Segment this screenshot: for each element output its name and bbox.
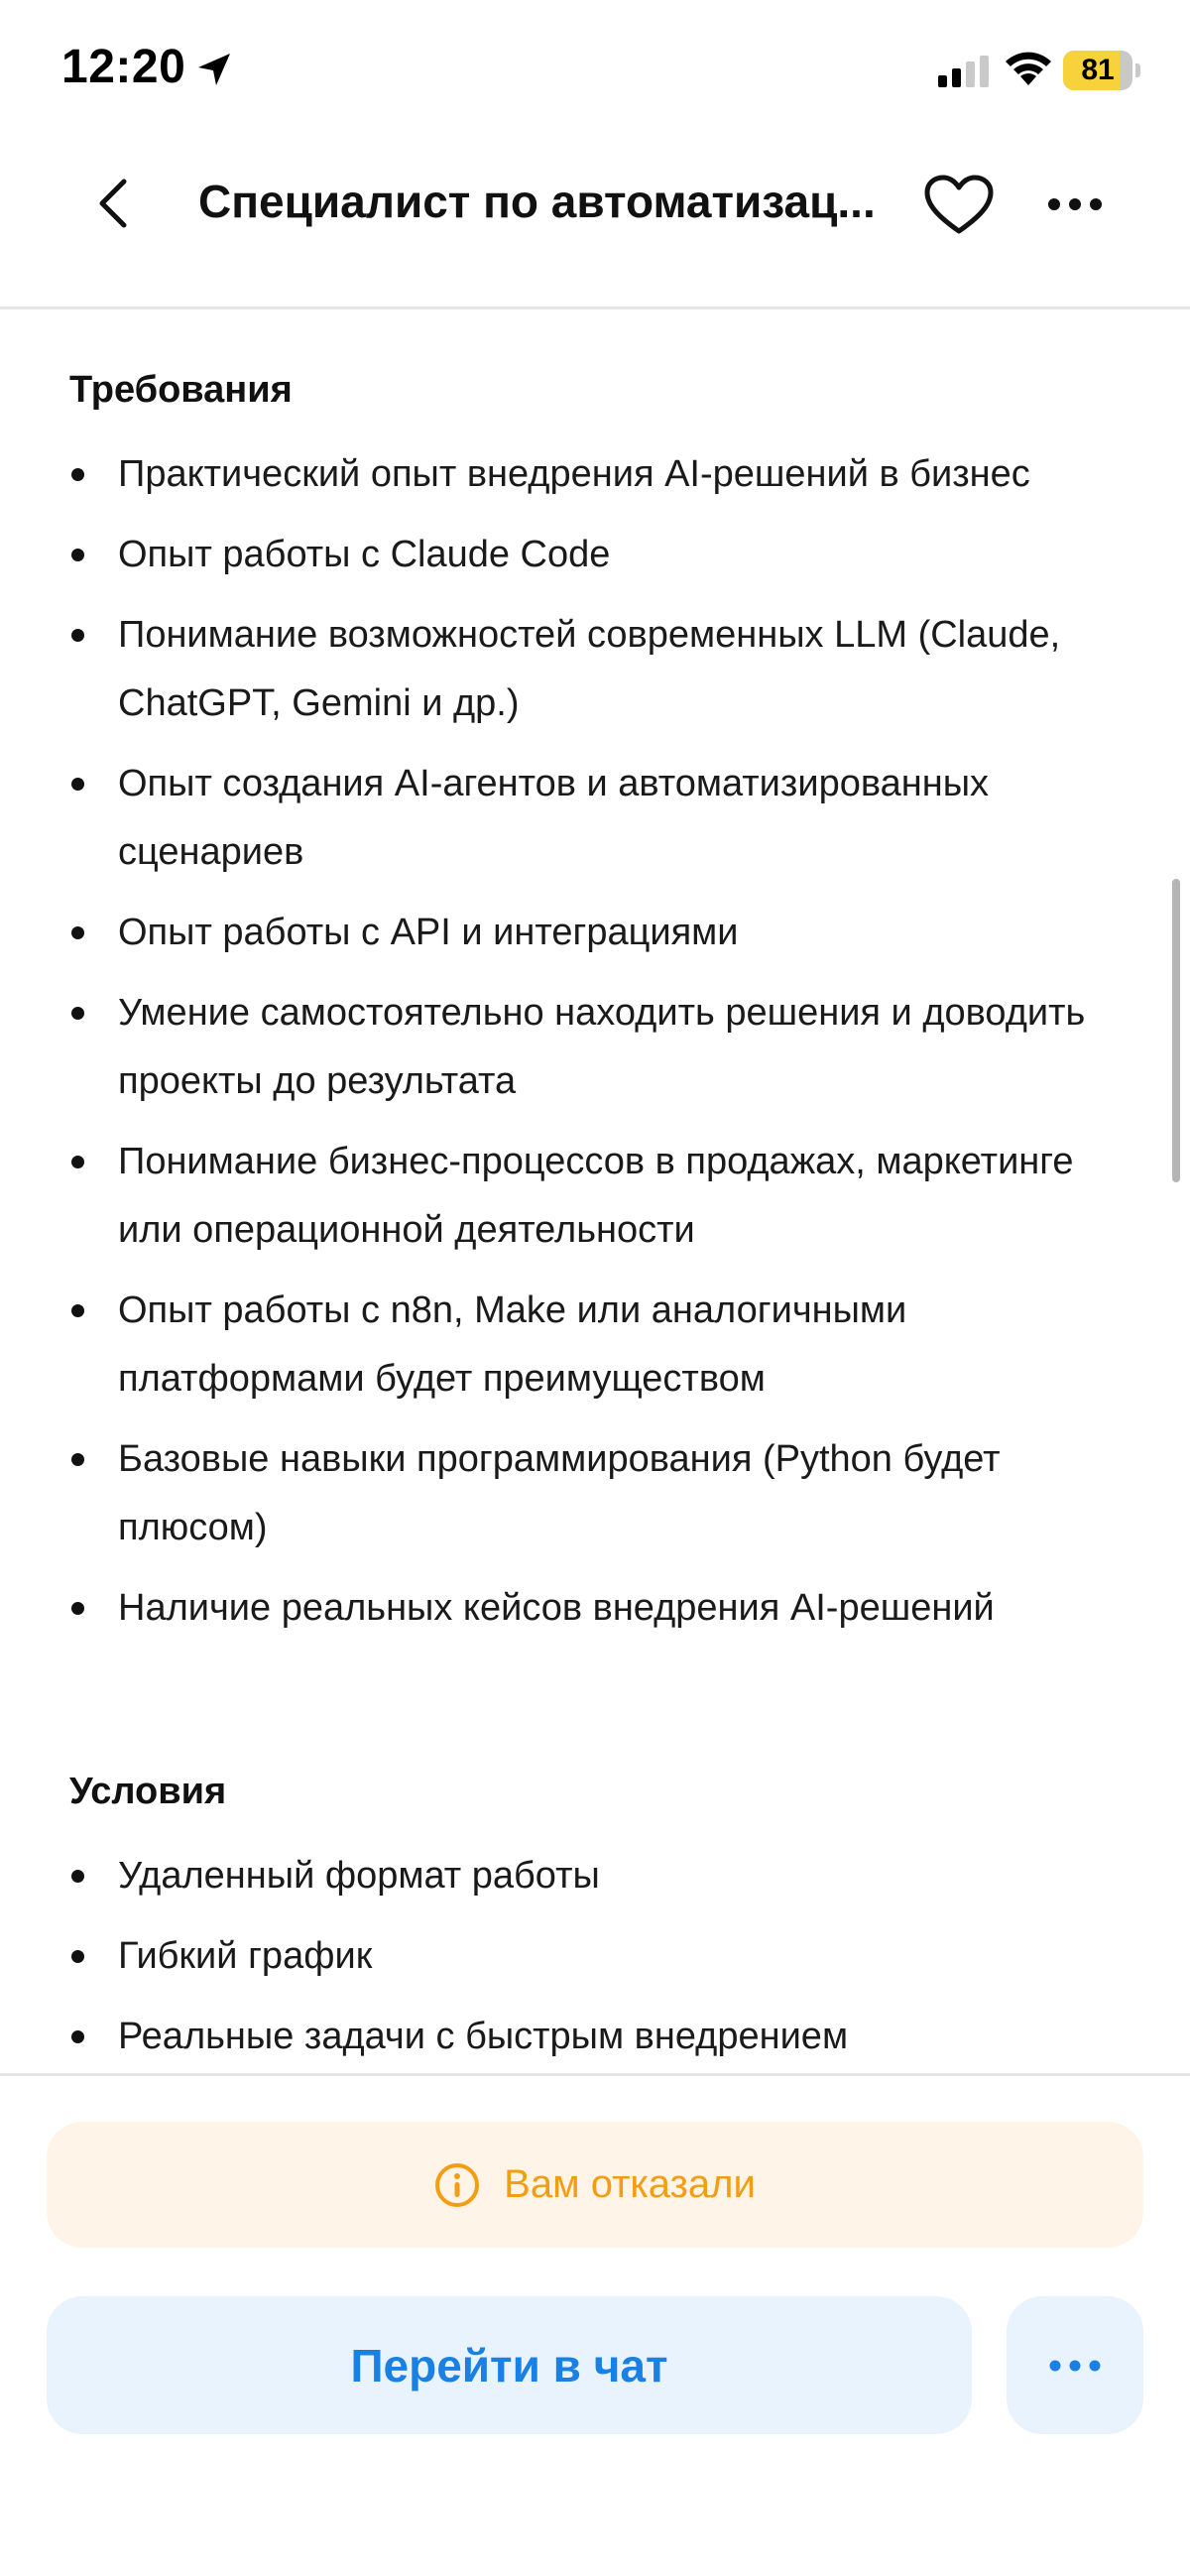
- list-item: [0, 440, 1190, 509]
- list-item-text: Практический опыт внедрения AI-решений в бизнес: [118, 453, 1030, 495]
- bullet-dot: [71, 1870, 84, 1883]
- list-item-text: Удаленный формат работы: [118, 1855, 600, 1897]
- heart-icon: [923, 174, 995, 235]
- list-item: [0, 1425, 1190, 1562]
- signal-icon: [938, 56, 990, 87]
- conditions-heading: Условия: [69, 1771, 227, 1812]
- bottom-action-panel: [0, 2073, 1190, 2576]
- list-item: [0, 1574, 1190, 1643]
- bullet-dot: [71, 549, 84, 561]
- list-item: [0, 1922, 1190, 1991]
- bullet-dot: [71, 1304, 84, 1317]
- battery-level: 81: [1081, 54, 1115, 86]
- battery-icon: [1063, 51, 1142, 90]
- more-actions-button[interactable]: [1007, 2296, 1143, 2434]
- back-button[interactable]: [79, 169, 149, 238]
- list-item: [0, 521, 1190, 589]
- bullet-dot: [71, 629, 84, 642]
- list-item-text: Опыт работы с n8n, Make или аналогичными платформами будет преимуществом: [118, 1289, 907, 1400]
- page-title: Специалист по автоматизац...: [198, 176, 876, 227]
- list-item-text: Опыт работы с API и интеграциями: [118, 912, 739, 953]
- bullet-dot: [71, 778, 84, 791]
- list-item-text: Реальные задачи с быстрым внедрением: [118, 2016, 849, 2057]
- nav-bar: [0, 139, 1190, 309]
- requirements-heading: Требования: [69, 369, 293, 411]
- list-item: [0, 899, 1190, 967]
- list-item: [0, 750, 1190, 887]
- status-text: Вам отказали: [504, 2162, 756, 2206]
- bullet-dot: [71, 468, 84, 481]
- more-button[interactable]: [1039, 169, 1111, 240]
- wifi-icon: [1004, 50, 1053, 87]
- list-item: [0, 2003, 1190, 2071]
- chevron-left-icon: [94, 178, 134, 229]
- list-item-text: Понимание возможностей современных LLM (Claude, ChatGPT, Gemini и др.): [118, 614, 1061, 724]
- bullet-dot: [71, 1950, 84, 1963]
- list-item-text: Опыт работы с Claude Code: [118, 534, 611, 575]
- more-horizontal-icon: [1047, 197, 1103, 211]
- info-icon: [434, 2162, 480, 2208]
- bullet-dot: [71, 1602, 84, 1615]
- list-item-text: Умение самостоятельно находить решения и доводить проекты до результата: [118, 992, 1086, 1102]
- favorite-button[interactable]: [919, 165, 999, 244]
- bullet-dot: [71, 2030, 84, 2043]
- requirements-list: [0, 440, 1190, 1655]
- list-item: [0, 1842, 1190, 1910]
- bullet-dot: [71, 926, 84, 939]
- location-arrow-icon: [194, 50, 234, 89]
- bullet-dot: [71, 1156, 84, 1168]
- list-item-text: Наличие реальных кейсов внедрения AI-решений: [118, 1587, 995, 1629]
- more-horizontal-icon: [1049, 2360, 1101, 2372]
- list-item-text: Гибкий график: [118, 1935, 373, 1977]
- list-item: [0, 601, 1190, 738]
- list-item-text: Понимание бизнес-процессов в продажах, маркетинге или операционной деятельности: [118, 1141, 1074, 1251]
- list-item: [0, 979, 1190, 1116]
- list-item-text: Базовые навыки программирования (Python будет плюсом): [118, 1438, 1001, 1548]
- status-banner: [47, 2122, 1143, 2248]
- conditions-list: [0, 1842, 1190, 2073]
- list-item-text: Опыт создания AI-агентов и автоматизированных сценариев: [118, 763, 990, 873]
- list-item: [0, 1277, 1190, 1413]
- go-to-chat-button[interactable]: Перейти в чат: [47, 2296, 972, 2434]
- scroll-indicator[interactable]: [1172, 879, 1180, 1182]
- bullet-dot: [71, 1007, 84, 1020]
- bullet-dot: [71, 1453, 84, 1466]
- status-time: 12:20: [61, 41, 186, 93]
- list-item: [0, 1128, 1190, 1265]
- status-bar: [0, 0, 1190, 139]
- vacancy-description[interactable]: [0, 309, 1190, 2073]
